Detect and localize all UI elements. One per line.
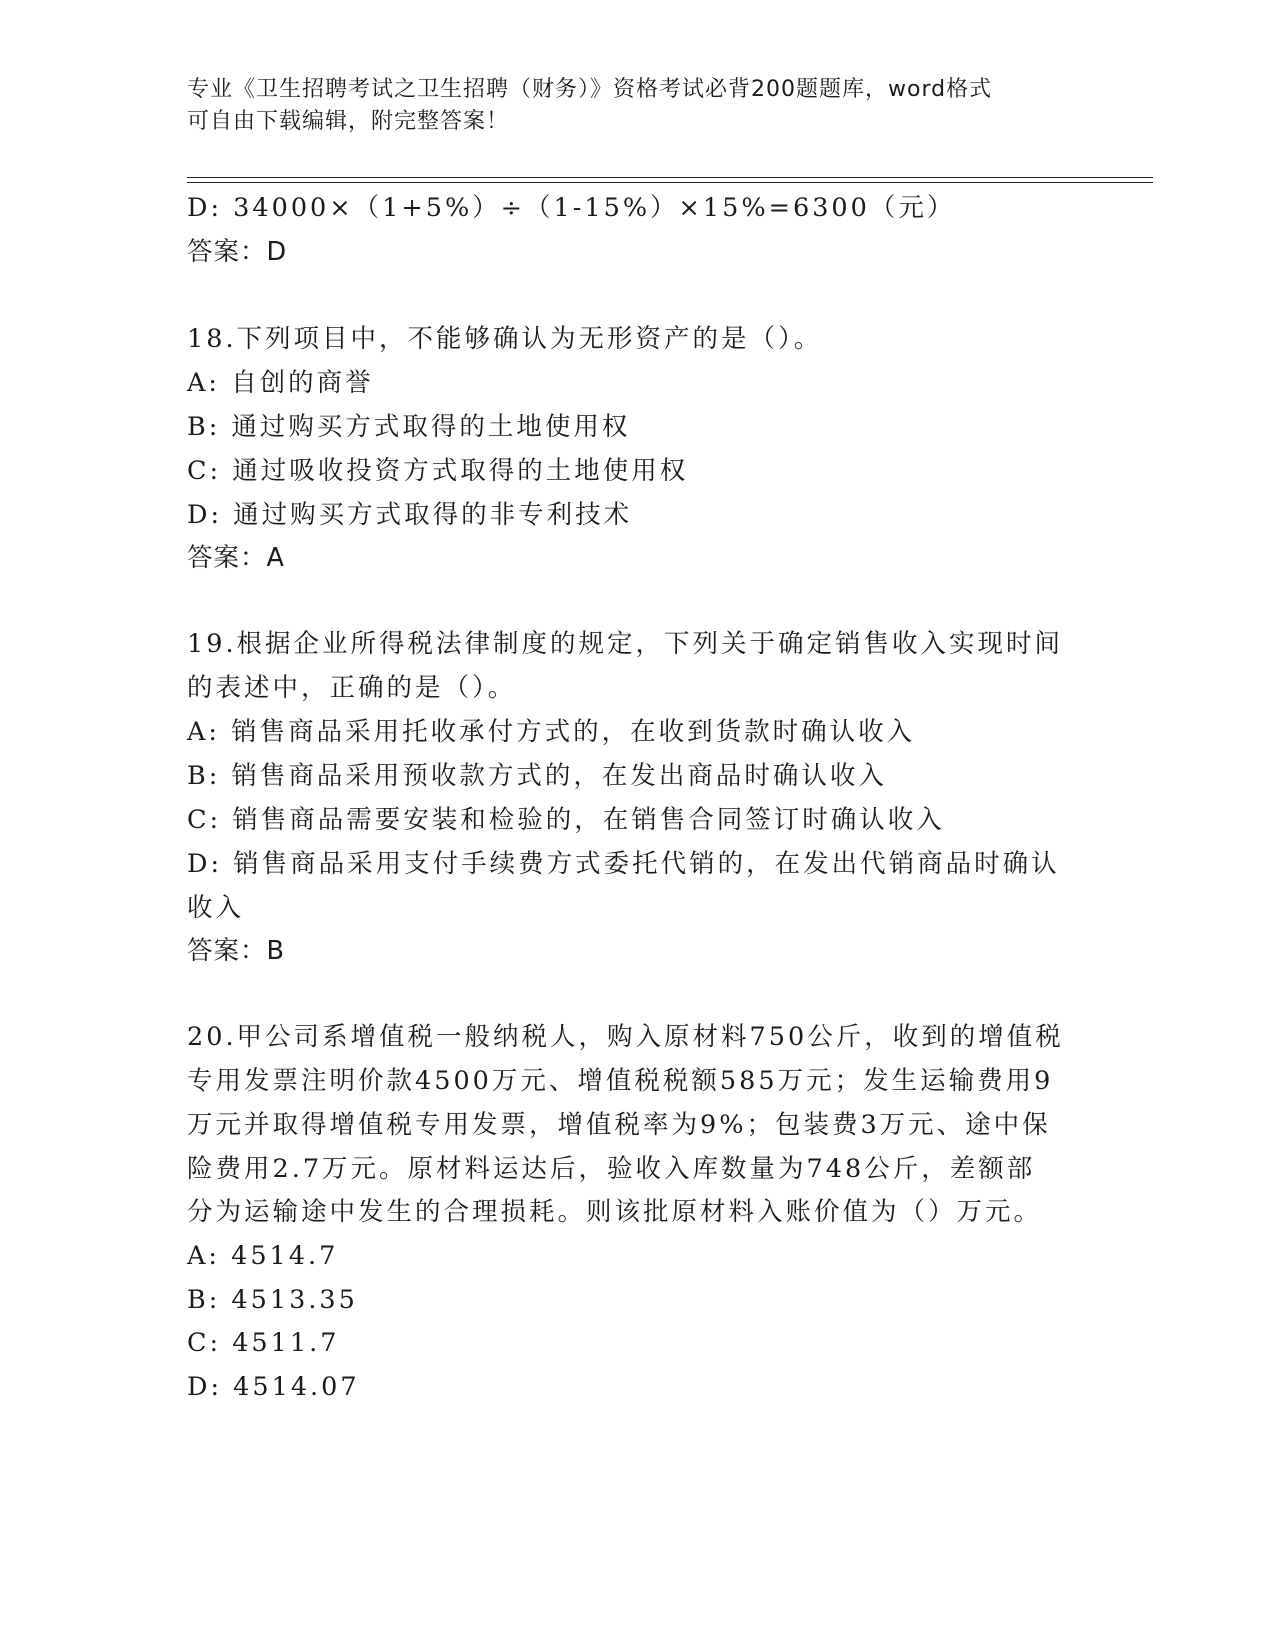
q20-option-b: B: 4513.35: [187, 1285, 358, 1315]
header-rule-bottom: [187, 182, 1153, 183]
q19-answer: 答案：B: [187, 936, 285, 966]
q18-stem: 18.下列项目中，不能够确认为无形资产的是（）。: [187, 324, 823, 354]
q18-answer: 答案：A: [187, 543, 285, 573]
prev-answer: 答案：D: [187, 237, 288, 267]
q19-stem-line-2: 的表述中，正确的是（）。: [187, 673, 517, 703]
prev-option-d: D: 34000×（1+5%）÷（1-15%）×15%=6300（元）: [187, 193, 956, 223]
q19-option-d-line-1: D: 销售商品采用支付手续费方式委托代销的，在发出代销商品时确认: [187, 849, 1060, 879]
q19-option-a: A: 销售商品采用托收承付方式的，在收到货款时确认收入: [187, 717, 916, 747]
q19-option-d-line-2: 收入: [187, 893, 245, 923]
header-line-1: 专业《卫生招聘考试之卫生招聘（财务）》资格考试必背200题题库，word格式: [187, 77, 993, 102]
q18-option-d: D: 通过购买方式取得的非专利技术: [187, 500, 633, 530]
q20-stem-line-3: 万元并取得增值税专用发票，增值税率为9%；包装费3万元、途中保: [187, 1110, 1051, 1140]
q19-stem-line-1: 19.根据企业所得税法律制度的规定，下列关于确定销售收入实现时间: [187, 629, 1064, 659]
q20-stem-line-4: 险费用2.7万元。原材料运达后，验收入库数量为748公斤，差额部: [187, 1154, 1036, 1184]
q19-option-b: B: 销售商品采用预收款方式的，在发出商品时确认收入: [187, 761, 887, 791]
q20-stem-line-5: 分为运输途中发生的合理损耗。则该批原材料入账价值为（）万元。: [187, 1197, 1043, 1227]
q20-stem-line-2: 专用发票注明价款4500万元、增值税税额585万元；发生运输费用9: [187, 1066, 1054, 1096]
header-rule-top: [187, 177, 1153, 178]
q20-option-a: A: 4514.7: [187, 1241, 339, 1271]
q18-option-b: B: 通过购买方式取得的土地使用权: [187, 412, 631, 442]
q18-option-a: A: 自创的商誉: [187, 368, 374, 398]
q19-option-c: C: 销售商品需要安装和检验的，在销售合同签订时确认收入: [187, 805, 945, 835]
q20-stem-line-1: 20.甲公司系增值税一般纳税人，购入原材料750公斤，收到的增值税: [187, 1022, 1064, 1052]
q18-option-c: C: 通过吸收投资方式取得的土地使用权: [187, 456, 689, 486]
q20-option-d: D: 4514.07: [187, 1372, 360, 1402]
document-header: [187, 74, 1067, 138]
header-line-2: 可自由下载编辑，附完整答案！: [187, 109, 510, 134]
q20-option-c: C: 4511.7: [187, 1328, 340, 1358]
